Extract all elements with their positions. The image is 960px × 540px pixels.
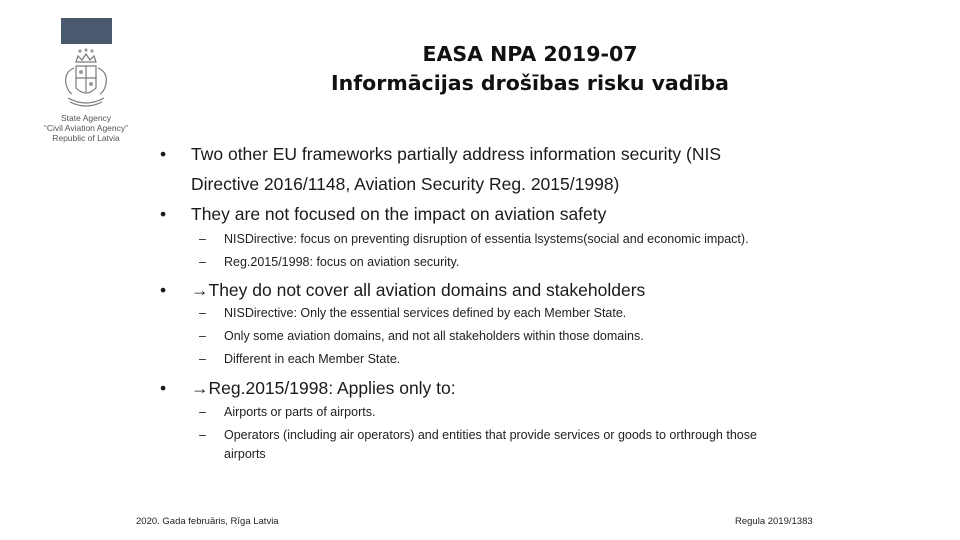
- logo-box: [61, 18, 112, 44]
- bullet-text: Directive 2016/1148, Aviation Security Reg. 2015/1998): [191, 174, 620, 194]
- sub-bullet-text: airports: [224, 447, 266, 461]
- sub-bullet-text: NISDirective: focus on preventing disruption of essentia lsystems(social and economic impact).: [224, 232, 749, 246]
- title-line-1: EASA NPA 2019-07: [422, 42, 638, 66]
- slide-title: [250, 40, 810, 98]
- agency-line: State Agency: [60, 113, 112, 123]
- bullet-text: →They do not cover all aviation domains and stakeholders: [191, 280, 646, 300]
- agency-line: Republic of Latvia: [52, 133, 120, 143]
- sub-bullet-text: Reg.2015/1998: focus on aviation security.: [224, 255, 460, 269]
- sub-bullet-text: Operators (including air operators) and entities that provide services or goods to orthrough those: [224, 428, 757, 442]
- coat-of-arms-icon: [58, 48, 114, 110]
- sub-bullet-marker: –: [199, 255, 206, 269]
- sub-bullet-text: NISDirective: Only the essential services defined by each Member State.: [224, 306, 627, 320]
- sub-bullet-marker: –: [199, 405, 206, 419]
- footer-right: Regula 2019/1383: [735, 516, 813, 527]
- bullet-marker: •: [160, 378, 167, 398]
- bullet-text: Two other EU frameworks partially address information security (NIS: [191, 144, 722, 164]
- sub-bullet-text: Different in each Member State.: [224, 352, 401, 366]
- bullet-text: They are not focused on the impact on aviation safety: [191, 204, 607, 224]
- agency-caption: [30, 113, 142, 143]
- sub-bullet-marker: –: [199, 352, 206, 366]
- agency-line: “Civil Aviation Agency”: [44, 123, 128, 133]
- sub-bullet-marker: –: [199, 428, 206, 442]
- sub-bullet-marker: –: [199, 306, 206, 320]
- sub-bullet-marker: –: [199, 329, 206, 343]
- title-line-2: Informācijas drošības risku vadība: [331, 71, 729, 95]
- sub-bullet-text: Only some aviation domains, and not all stakeholders within those domains.: [224, 329, 644, 343]
- sub-bullet-marker: –: [199, 232, 206, 246]
- bullet-marker: •: [160, 144, 167, 164]
- bullet-marker: •: [160, 280, 167, 300]
- sub-bullet-text: Airports or parts of airports.: [224, 405, 376, 419]
- bullet-marker: •: [160, 204, 167, 224]
- bullet-text: →Reg.2015/1998: Applies only to:: [191, 378, 456, 398]
- footer-left: 2020. Gada februāris, Rīga Latvia: [136, 516, 279, 527]
